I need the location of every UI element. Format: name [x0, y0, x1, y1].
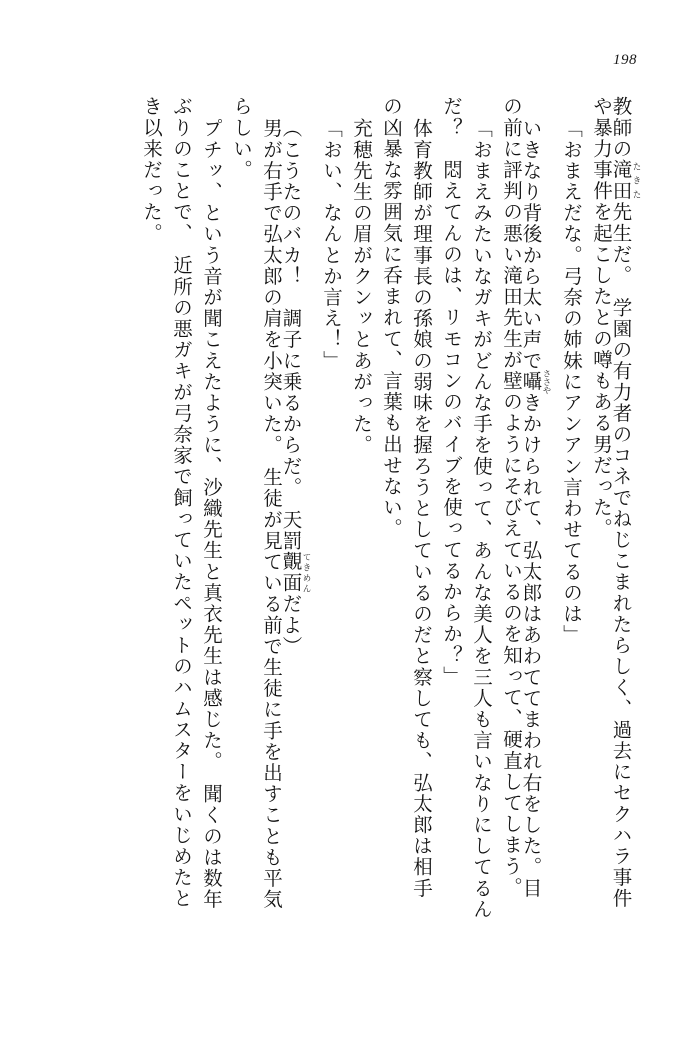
text-line: だ？ 悶えてんのは、リモコンのバイブを使ってるからか？」: [440, 96, 463, 687]
text-line: ぶりのことで、 近所の悪ガキが弓奈家で飼っていたペットのハムスターをいじめたと: [170, 96, 193, 910]
text-line: らしい。: [230, 96, 253, 181]
ruby-annotation: 滝田たきた: [609, 159, 641, 202]
text-line: 「おまえみたいなガキがどんな手を使って、あんな美人を三人も言いなりにしてるん: [470, 118, 493, 920]
text-line: 「おまえだな。弓奈の姉妹にアンアン言わせてるのは」: [560, 118, 583, 646]
page-number: 198: [613, 52, 637, 68]
text-line: 充穂先生の眉がクンッとあがった。: [350, 118, 373, 456]
text-line: （こうたのバカ！ 調子に乗るからだ。 天罰覿面てきめんだよ）: [279, 118, 311, 657]
ruby-annotation: 囁ささや: [519, 369, 551, 395]
text-line: の凶暴な雰囲気に呑まれて、言葉も出せない。: [380, 96, 403, 540]
text-line: の前に評判の悪い滝田先生が壁のようにそびえているのを知って、硬直してしまう。: [500, 96, 523, 898]
text-line: き以来だった。: [140, 96, 163, 244]
text-line: いきなり背後から太い声で囁ささやきかけられて、弘太郎はあわててまわれ右をした。目: [519, 118, 551, 899]
text-line: 教師の滝田たきた先生だ。 学園の有力者のコネでねじこまれたらしく、過去にセクハラ事件: [609, 96, 641, 910]
text-line: 体育教師が理事長の孫娘の弱味を握ろうとしているのだと察しても、弘太郎は相手: [410, 118, 433, 899]
text-line: や暴力事件を起こしたとの噂もある男だった。: [590, 96, 613, 540]
text-line: 「おい、なんとか言え！」: [320, 118, 343, 372]
vertical-text-body: [54, 96, 641, 976]
text-line: プチッ、という音が聞こえたように、沙織先生と真衣先生は感じた。 聞くのは数年: [200, 118, 223, 911]
ruby-annotation: 覿面てきめん: [279, 551, 311, 594]
text-line: 男が右手で弘太郎の肩を小突いた。 生徒が見ている前で生徒に手を出すことも平気: [260, 118, 283, 911]
